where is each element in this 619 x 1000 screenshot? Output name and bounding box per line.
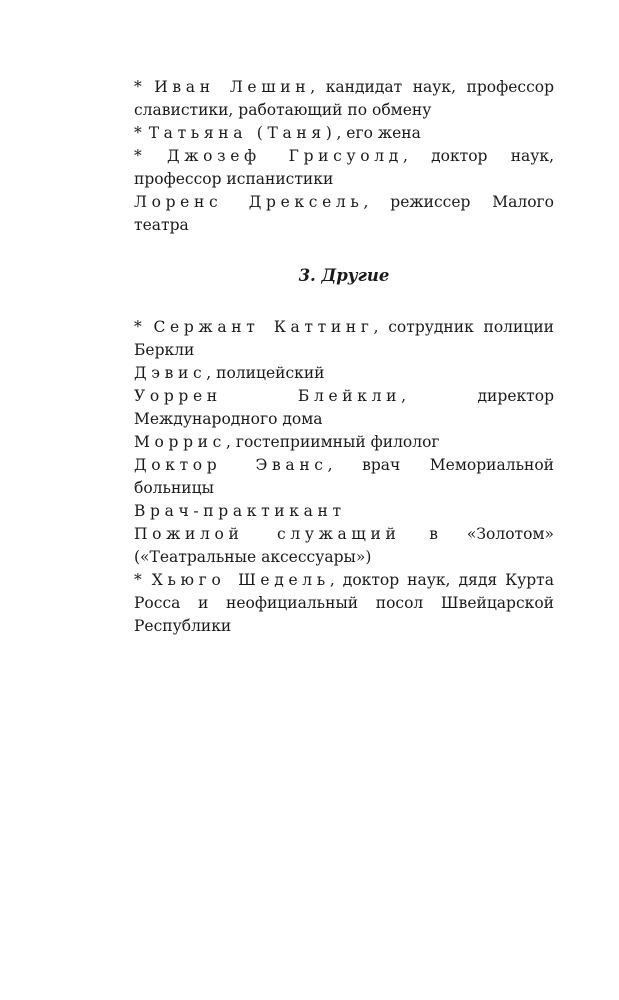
page-content bbox=[134, 76, 554, 638]
character-name: Татьяна (Таня) bbox=[148, 124, 337, 142]
character-list-before bbox=[134, 76, 554, 237]
list-item bbox=[134, 145, 554, 191]
character-description: , доктор наук, профессор испанистики bbox=[134, 147, 554, 188]
character-description: , полицейский bbox=[206, 364, 325, 382]
list-item bbox=[134, 191, 554, 237]
list-item bbox=[134, 362, 554, 385]
character-name: Пожилой служащий bbox=[134, 525, 401, 543]
character-description: , директор Международного дома bbox=[134, 387, 555, 428]
list-item bbox=[134, 76, 554, 122]
character-list-others bbox=[134, 316, 554, 638]
character-description: , гостеприимный филолог bbox=[225, 433, 440, 451]
character-name: Иван Лешин bbox=[154, 78, 311, 96]
entry-marker: * bbox=[134, 318, 142, 336]
character-name: Дэвис bbox=[134, 364, 207, 382]
character-description: , кандидат наук, профессор славистики, работающий по обмену bbox=[134, 78, 555, 119]
character-name: Джозеф Грисуолд bbox=[166, 147, 403, 165]
entry-marker: * bbox=[134, 124, 142, 142]
character-name: Уоррен Блейкли bbox=[134, 387, 402, 405]
character-description: , сотрудник полиции Беркли bbox=[134, 318, 554, 359]
character-name: Моррис bbox=[134, 433, 226, 451]
character-description: , режиссер Малого театра bbox=[134, 193, 554, 234]
list-item bbox=[134, 316, 554, 362]
list-item bbox=[134, 523, 554, 569]
entry-marker: * bbox=[134, 147, 142, 165]
character-description: , врач Мемориальной больницы bbox=[134, 456, 555, 497]
character-name: Сержант Каттинг bbox=[153, 318, 374, 336]
list-item bbox=[134, 454, 554, 500]
section-heading: 3. Другие bbox=[298, 266, 390, 285]
character-name: Доктор Эванс bbox=[134, 456, 328, 474]
character-description: , его жена bbox=[336, 124, 421, 142]
character-name: Хьюго Шедель bbox=[151, 571, 330, 589]
character-name: Врач-практикант bbox=[134, 502, 346, 520]
list-item bbox=[134, 569, 554, 638]
list-item bbox=[134, 385, 554, 431]
entry-marker: * bbox=[134, 571, 142, 589]
list-item bbox=[134, 431, 554, 454]
character-name: Лоренс Дрексель bbox=[134, 193, 364, 211]
list-item bbox=[134, 122, 554, 145]
character-description: в «Золотом» («Театральные аксессуары») bbox=[134, 525, 554, 566]
character-description: , доктор наук, дядя Курта Росса и неофициальный посол Швейцарской Республики bbox=[134, 571, 554, 635]
list-item bbox=[134, 500, 554, 523]
entry-marker: * bbox=[134, 78, 142, 96]
